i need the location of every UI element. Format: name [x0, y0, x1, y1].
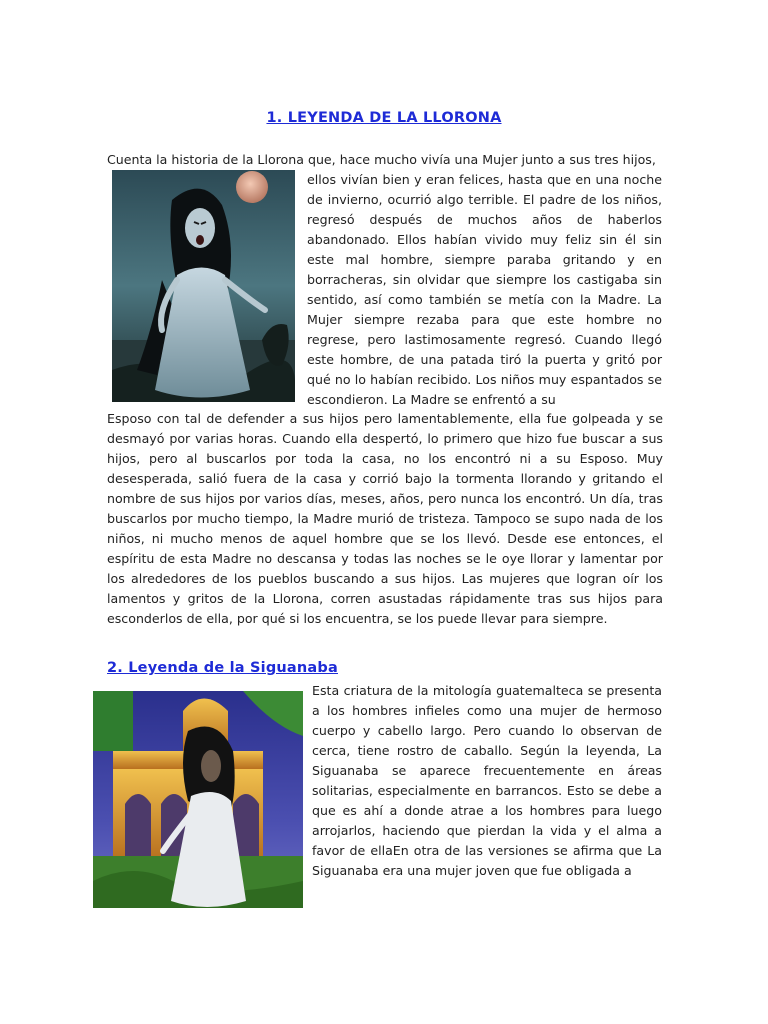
section-1-text-full-width: Esposo con tal de defender a sus hijos pero lamentablemente, ella fue golpeada y se desmayó por varias horas. Cuando ella despertó, lo primero que hizo fue buscar a sus hijos, pero al buscarlos por toda la casa, no los encontró ni a su Esposo. Muy desesperada, salió fuera de la casa y corrió bajo la tormenta llorando y gritando el nombre de sus hijos por varios días, meses, años, pero nunca los encontró. Un día, tras buscarlos por mucho tiempo, la Madre murió de tristeza. Tampoco se supo nada de los niños, ni mucho menos de aquel hombre que se los llevó. Desde ese entonces, el espíritu de esta Madre no descansa y todas las noches se le oye llorar y lamentar por los alrededores de los pueblos buscando a sus hijos. Las mujeres que logran oír los lamentos y gritos de la Llorona, corren asustadas rápidamente tras sus hijos para esconderlos de ella, por qué si los encuentra, se los puede llevar para siempre. — [107, 411, 663, 626]
section-2-text: Esta criatura de la mitología guatemalteca se presenta a los hombres infieles como una mujer de hermoso cuerpo y cabello largo. Pero cuando lo observan de cerca, tiene rostro de caballo. Según la leyenda, La Siguanaba se aparece frecuentemente en áreas solitarias, especialmente en barrancos. Esto se debe a que es ahí a donde atrae a los hombres para luego arrojarlos, haciendo que pierdan la vida y el alma a favor de ellaEn otra de las versiones se afirma que La Siguanaba era una mujer joven que fue obligada a — [312, 683, 662, 878]
section-1-title: 1. LEYENDA DE LA LLORONA — [266, 110, 502, 126]
siguanaba-illustration — [93, 691, 303, 908]
section-1-text-beside-image: ellos vivían bien y eran felices, hasta que en una noche de invierno, ocurrió algo terrible. El padre de los niños, regresó después de muchos años de haberlos abandonado. Ellos habían vivido muy feliz sin él sin este mal hombre, siempre paraba gritando y en borracheras, sin olvidar que siempre los castigaba sin sentido, así como también se metía con la Madre. La Mujer siempre rezaba para que este hombre no regrese, pero lastimosamente regresó. Cuando llegó este hombre, de una patada tiró la puerta y gritó por qué no lo habían recibido. Los niños muy espantados se escondieron. La Madre se enfrentó a su — [307, 172, 662, 407]
section-1-lead-line: Cuenta la historia de la Llorona que, hace mucho vivía una Mujer junto a sus tres hijos, — [107, 152, 656, 167]
section-2-title: 2. Leyenda de la Siguanaba — [107, 660, 338, 676]
llorona-illustration — [112, 170, 295, 402]
